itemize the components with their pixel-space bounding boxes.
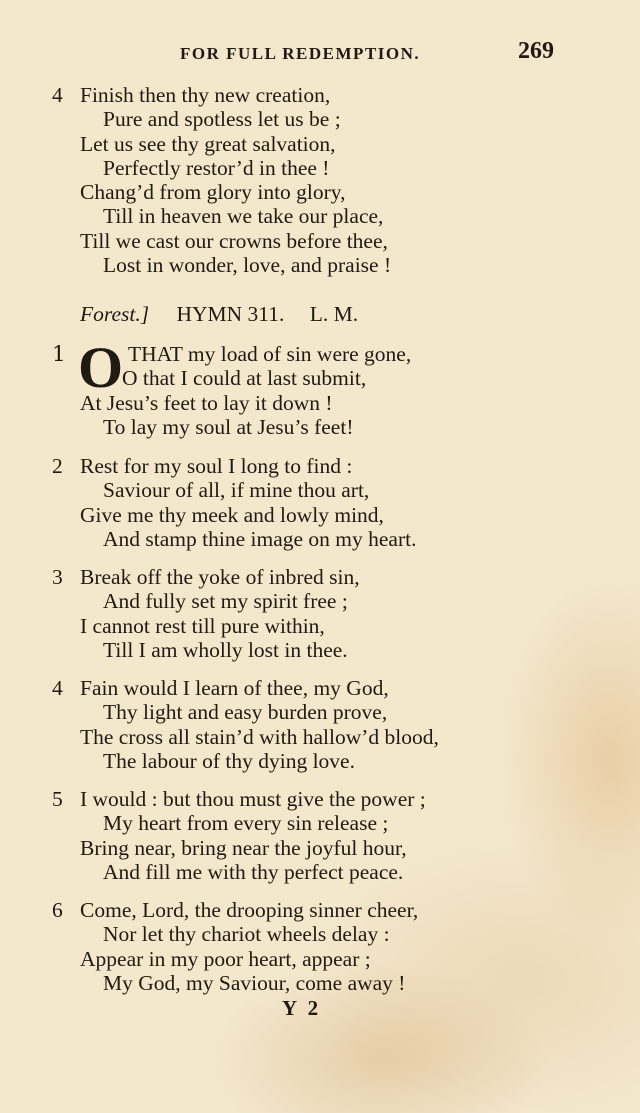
stanza-line: I cannot rest till pure within, [80,613,325,638]
stanza-line: Thy light and easy burden prove, [103,700,388,725]
stanza-number: 3 [52,565,63,589]
stanza-line: THAT my load of sin were gone, [128,342,412,366]
stanza-number: 1 [52,342,66,367]
hymn-heading [80,302,358,327]
stanza-line: Chang’d from glory into glory, [80,180,346,205]
stanza-line: The cross all stain’d with hallow’d blood, [80,724,439,749]
stanza-line: My God, my Saviour, come away ! [103,970,406,995]
stanza-line: Till I am wholly lost in thee. [103,637,348,662]
stanza-line [52,83,612,107]
stanza-number: 6 [52,898,63,922]
stanza-number: 5 [52,787,63,811]
stanza-line: Give me thy meek and lowly mind, [80,502,384,527]
stanza-line: To lay my soul at Jesu’s feet! [103,414,354,439]
stanza-line: Lost in wonder, love, and praise ! [103,253,392,278]
stanza-previous-hymn-4 [52,83,612,277]
stanza-line [52,454,612,478]
line-text: Fain would I learn of thee, my God, [80,676,389,700]
stanza-line: Till in heaven we take our place, [103,204,384,229]
stanza-2 [52,454,612,551]
drop-cap: O [78,335,124,400]
running-head: FOR FULL REDEMPTION. [180,44,421,63]
stanza-line [52,898,612,922]
line-text: I would : but thou must give the power ; [80,787,426,811]
stanza-line [52,565,612,589]
stanza-line: The labour of thy dying love. [103,748,355,773]
stanza-line: And stamp thine image on my heart. [103,526,417,551]
stanza-line: My heart from every sin release ; [103,811,389,836]
stanza-line: Pure and spotless let us be ; [103,107,341,132]
tune-name: Forest.] [80,302,150,326]
stanza-line: Bring near, bring near the joyful hour, [80,835,407,860]
stanza-line: Appear in my poor heart, appear ; [80,946,371,971]
stanza-4 [52,676,612,773]
stanza-line: O that I could at last submit, [122,366,367,391]
line-text: Break off the yoke of inbred sin, [80,565,360,589]
stanza-line: Nor let thy chariot wheels delay : [103,922,390,947]
line-text: Rest for my soul I long to find : [80,454,353,478]
stanza-number: 2 [52,454,63,478]
stanza-line: Perfectly restor’d in thee ! [103,155,330,180]
stanza-number: 4 [52,83,63,107]
stanza-line: Let us see thy great salvation, [80,131,336,156]
stanza-line [52,787,612,811]
hymn-title: HYMN 311. [176,302,285,326]
hymn-meter: L. M. [309,302,359,326]
page-number: 269 [518,38,554,64]
line-text: Come, Lord, the drooping sinner cheer, [80,898,419,922]
stanza-line [52,676,612,700]
stanza-number: 4 [52,676,63,700]
stanza-line: Saviour of all, if mine thou art, [103,478,370,503]
stanza-6 [52,898,612,995]
stanza-line: And fully set my spirit free ; [103,589,348,614]
stanza-line: Till we cast our crowns before thee, [80,228,388,253]
stanza-line: At Jesu’s feet to lay it down ! [80,390,333,415]
stanza-3 [52,565,612,662]
signature-mark: Y 2 [282,996,322,1020]
stanza-1 [52,335,612,439]
line-text: Finish then thy new creation, [80,83,331,107]
stanza-line: And fill me with thy perfect peace. [103,859,404,884]
stanza-5 [52,787,612,884]
